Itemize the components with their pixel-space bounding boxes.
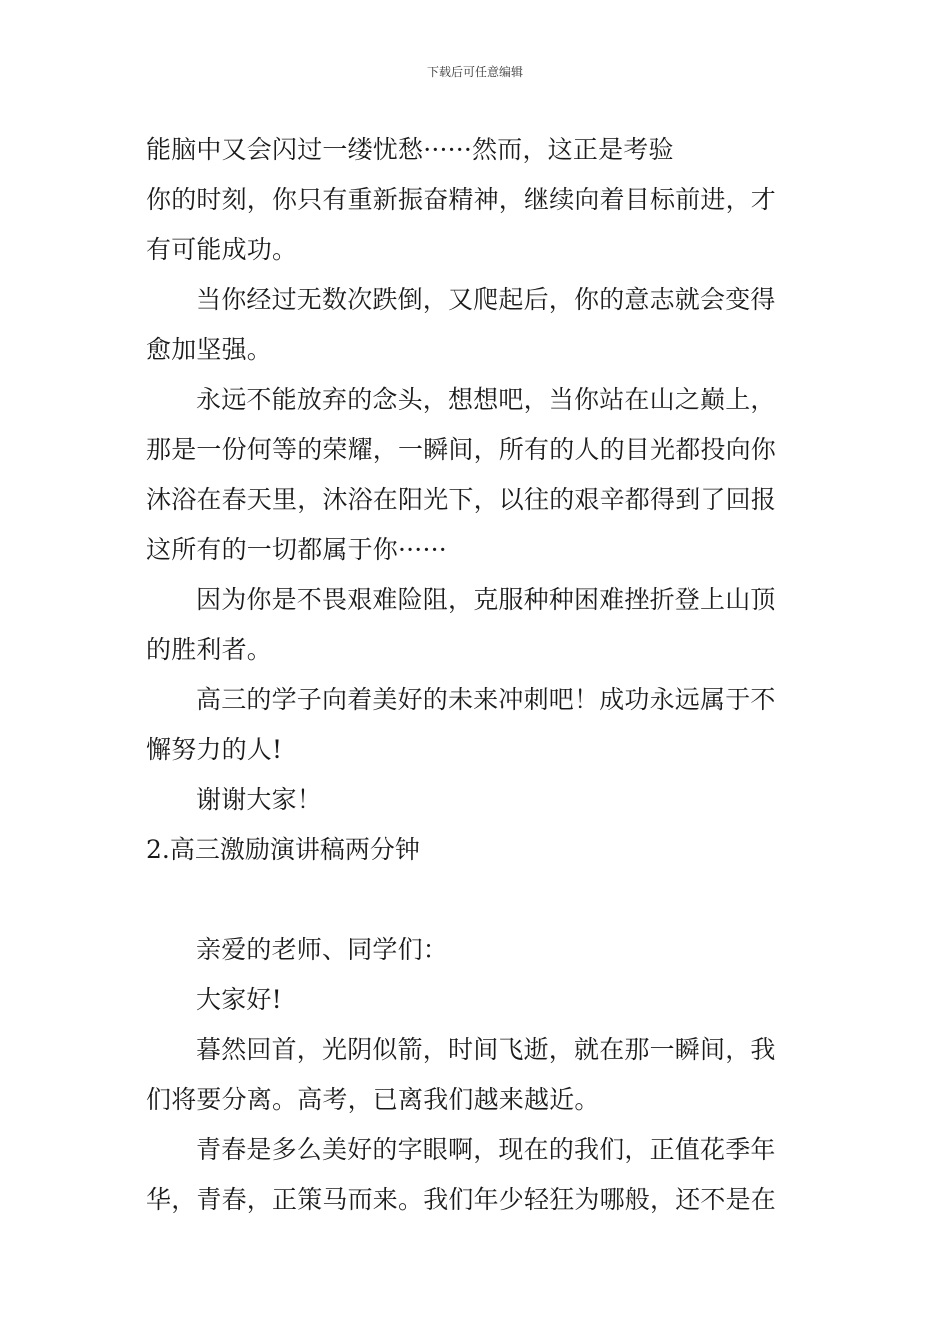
text-line: 愈加坚强。 [146, 335, 273, 364]
text-line: 们将要分离。高考，已离我们越来越近。 [146, 1085, 600, 1114]
text-line: 青春是多么美好的字眼啊，现在的我们，正值花季年 [196, 1135, 776, 1164]
text-line: 华，青春，正策马而来。我们年少轻狂为哪般，还不是在 [146, 1185, 777, 1214]
text-line: 你的时刻，你只有重新振奋精神，继续向着目标前进，才 [146, 185, 777, 214]
text-line: 这所有的一切都属于你······ [146, 535, 447, 564]
text-line: 因为你是不畏艰难险阻，克服种种困难挫折登上山顶 [196, 585, 776, 614]
text-line: 高三的学子向着美好的未来冲刺吧！成功永远属于不 [196, 685, 776, 714]
document-body [146, 125, 810, 1225]
text-line: 的胜利者。 [146, 635, 273, 664]
text-line: 谢谢大家！ [196, 785, 323, 814]
text-line: 暮然回首，光阴似箭，时间飞逝，就在那一瞬间，我 [196, 1035, 776, 1064]
text-line: 亲爱的老师、同学们： [196, 935, 449, 964]
text-line: 沐浴在春天里，沐浴在阳光下，以往的艰辛都得到了回报 [146, 485, 777, 514]
text-line: 当你经过无数次跌倒，又爬起后，你的意志就会变得 [196, 285, 776, 314]
text-line: 那是一份何等的荣耀，一瞬间，所有的人的目光都投向你 [146, 435, 777, 464]
text-line: 能脑中又会闪过一缕忧愁······然而，这正是考验 [146, 135, 674, 164]
text-line: 大家好! [196, 985, 282, 1014]
blank-line [146, 875, 810, 925]
text-line: 永远不能放弃的念头，想想吧，当你站在山之巅上， [196, 385, 776, 414]
text-line: 懈努力的人! [146, 735, 283, 764]
page-header: 下载后可任意编辑 [426, 65, 523, 79]
section-heading: 2.高三激励演讲稿两分钟 [146, 835, 420, 864]
text-line: 有可能成功。 [146, 235, 298, 264]
